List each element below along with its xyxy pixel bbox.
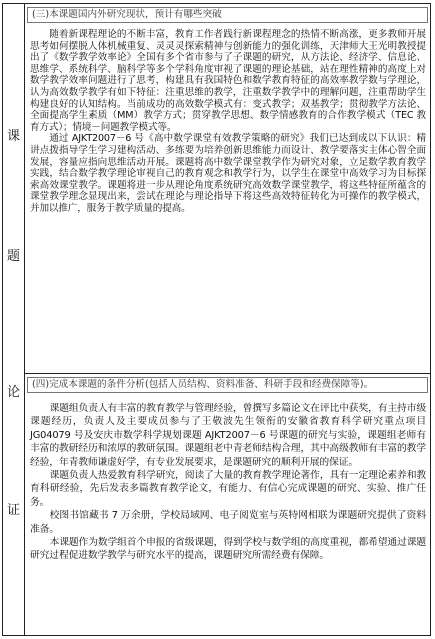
side-label-char: 题 [6,249,20,264]
section-1-heading: (三)本课题国内外研究现状，预计有哪些突破 [27,7,428,23]
side-label-column [3,4,25,635]
section-2-heading: (四)完成本课题的条件分析(包括人员结构、资料准备、科研手段和经费保障等)。 [27,377,428,393]
section-1-paragraph: 通过 AJKT2007－6 号《高中数学课堂有效教学策略的研究》我们已达到成以下认识：精讲点拨指导学生学习建构活动、多练要为培养创新思维能力而设计、教学要落实主体心智全面发展，容量应指向思维活动开展。课题将高中数学课堂教学作为研究对象，立足数学教育教学实践，结合数学教学理论审视自己的教育观念和教学行为，以学生在课堂中高效学习为目标探索高效课堂教学。课题将进一步从理论角度系统研究高效数学课堂教学，将这些特征所蕴含的课堂教学理念显现出来，尝试在理论与理论指导下将这些高效特征转化为可操作的教学模式，并加以推广，服务于教学质量的提高。 [30,133,426,214]
section-2-paragraph: 课题负责人热爱教育科学研究，阅读了大量的教育教学理论著作，具有一定理论素养和教育科研经验，先后发表多篇教育教学论文，有能力、有信心完成课题的研究、实验、推广任务。 [30,470,426,508]
side-label-char: 论 [6,385,20,400]
section-2-paragraph: 本课题作为数学组首个申报的省级课题，得到学校与数学组的高度重视，都希望通过课题研究过程促进数学教学与研究水平的提高，课题研究所需经费有保障。 [30,537,426,562]
section-1-body [30,29,426,215]
content-column [25,4,430,635]
side-label-char: 课 [6,129,20,144]
section-1-paragraph: 随着新课程理论的不断丰富，教育工作者践行新课程理念的热情不断高涨，更多教师开展思考如何摆脱人体机械重复、灵灵灵探索精神与创新能力的强化训练，天津师大王光明教授提出了《数学教学效率论》全国有多个省市参与了子课题的研究，从方法论、经济学、信息论、思维学、系统科学、脑科学等多个学科角度审视了课题的理论基础，站在理性精神的高度上对数学教学效率问题进行了思考，构建具有我国特色和数学教育特征的高效率教学数与学理论，认为高效数学教学有如下特征：注重思维的教学，注重数学教学中的理解问题，注重帮助学生构建良好的认知结构。当前成功的高效数学模式有：变式教学；双基教学；贯彻教学方法论、全面提高学生素质（MM）教学方式；贯穿教学思想、数学情感教育的合作教学模式（TEC 教育方式）；情境－问题教学模式等。 [30,29,426,133]
section-2-body [30,402,426,563]
side-label-char: 证 [6,503,20,518]
section-2-paragraph: 课题组负责人有丰富的教育教学与管理经验，曾撰写多篇论文在评比中获奖，有主持市级课题经历，负责人及主要成员参与了王敬波先生领衔的安徽省教育科学研究重点项目 JG04079 号及安庆市数学科学规划课题 AJKT2007－6 号课题的研究与实验，课题组老师有丰富的教研经历和浓厚的教研氛围。课题组老中青老师结构合理，其中高级教师有丰富的教学经验，年青教师谦虚好学，有专业发展要求，是课题研究的顺利开展的保证。 [30,403,426,468]
section-1-heading-row [25,4,430,26]
section-2-paragraph: 校图书馆藏书 7 万余册，学校局域网、电子阅览室与英特网相联为课题研究提供了资料准备。 [30,510,426,535]
form-table [2,3,431,636]
section-divider [25,373,430,374]
